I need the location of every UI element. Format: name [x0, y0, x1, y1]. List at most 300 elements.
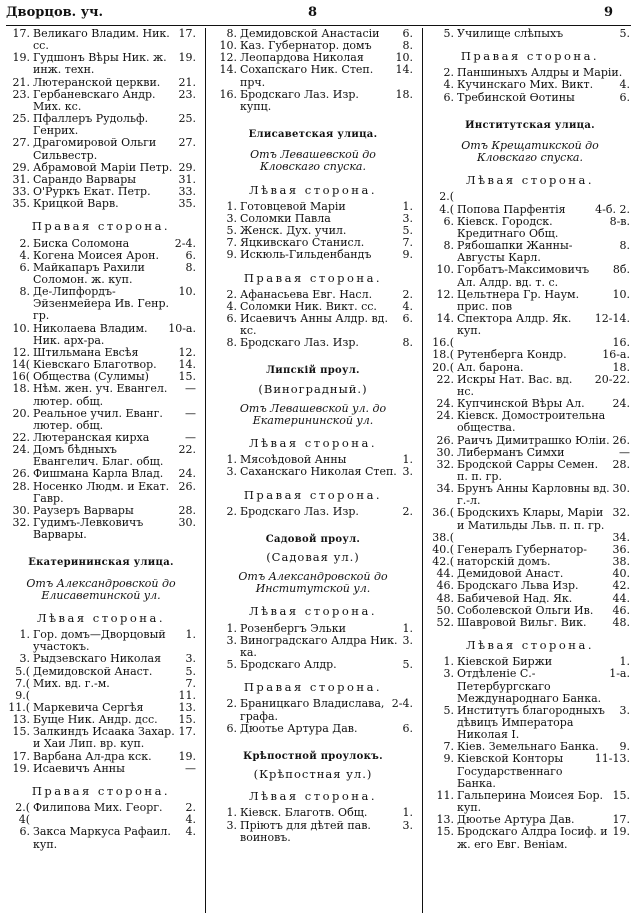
plot-number: 14.: [395, 63, 413, 77]
plot-number: 24.: [612, 397, 630, 411]
side-heading: Лѣвая сторона.: [249, 182, 377, 197]
owner-name: Раузеръ Варвары: [33, 503, 134, 517]
plot-number: 8.: [619, 239, 630, 253]
plot-number: 48.: [612, 615, 630, 629]
plot-number: —: [185, 761, 196, 775]
house-number: 29.: [12, 160, 30, 174]
directory-entry: [6, 383, 196, 407]
house-number: 22.: [12, 431, 30, 444]
directory-entry: [430, 92, 630, 104]
directory-entry: [213, 659, 413, 671]
plot-number: 15.: [178, 713, 196, 727]
plot-number: 10.: [612, 287, 630, 301]
plot-number: 10.: [178, 285, 196, 299]
plot-number: 5.: [619, 28, 630, 40]
directory-entry: [430, 826, 630, 850]
owner-name: Лютеранская кирха: [33, 431, 150, 444]
house-number: 3.: [226, 211, 237, 225]
owner-name: Яцкивскаго Станисл.: [240, 236, 365, 250]
house-number: 24.: [12, 443, 30, 457]
owner-name: Исаевичъ Анны: [33, 761, 125, 775]
directory-entry: [6, 238, 196, 250]
plot-number: 4.: [185, 813, 196, 827]
plot-number: 6.: [185, 248, 196, 262]
owner-name: Афанасьева Евг. Насл.: [240, 287, 373, 301]
owner-name: Кіевск. Городск. Кредитнаго Общ.: [457, 214, 559, 240]
owner-name: Искюль-Гильденбандъ: [240, 248, 372, 262]
plot-number: 8б.: [612, 263, 630, 277]
house-number: 13.: [436, 813, 454, 827]
side-heading: Правая сторона.: [460, 49, 600, 64]
plot-number: 4.: [619, 78, 630, 92]
owner-name: Сохапскаго Ник. Степ. прч.: [240, 63, 374, 89]
owner-name: наторскій домъ.: [457, 555, 551, 569]
plot-number: 1.: [619, 655, 630, 669]
owner-name: Розенбергъ Эльки: [240, 621, 346, 635]
house-number: 32.: [12, 516, 30, 530]
plot-number: 3.: [619, 703, 630, 717]
owner-name: Соболевской Ольги Ив.: [457, 603, 594, 617]
directory-entry: [213, 64, 413, 88]
owner-name: Филипова Мих. Георг.: [33, 801, 163, 815]
owner-name: Отдѣленіе С.-Петербургскаго Международнаго Банка.: [457, 667, 602, 705]
owner-name: Браницкаго Владислава, графа.: [240, 697, 385, 723]
directory-entry: [430, 349, 630, 361]
side-heading: Лѣвая сторона.: [249, 604, 377, 619]
house-number: 7.(: [15, 676, 30, 690]
plot-number: 18.: [395, 87, 413, 101]
owner-name: Залкиндъ Исаака Захар. и Хаи Лип. вр. куп.: [33, 725, 175, 751]
owner-name: Паншиныхъ Алдры и Маріи.: [457, 66, 623, 80]
house-number: 6.: [226, 721, 237, 735]
owner-name: Бродскаго Лаз. Изр.: [240, 336, 359, 350]
house-number: 31.: [12, 172, 30, 186]
plot-number: 23.: [178, 87, 196, 101]
house-number: 5.: [226, 658, 237, 672]
plot-number: 9.: [619, 740, 630, 754]
house-number: 14.: [436, 311, 454, 325]
house-number: 1.: [226, 199, 237, 213]
house-number: 1.: [19, 628, 30, 642]
plot-number: —: [185, 382, 196, 396]
plot-number: —: [619, 445, 630, 459]
house-number: 16.: [219, 87, 237, 101]
directory-entry: [430, 483, 630, 507]
house-number: 28.: [12, 479, 30, 493]
directory-entry: [430, 79, 630, 91]
house-number: 44.: [436, 567, 454, 581]
house-number: 8.: [226, 336, 237, 350]
plot-number: 16.: [612, 336, 630, 350]
plot-number: 2-4.: [391, 697, 413, 711]
house-number: 4.: [443, 78, 454, 92]
house-number: 15.: [436, 825, 454, 839]
plot-number: 33.: [178, 185, 196, 199]
plot-number: 6.: [619, 90, 630, 104]
owner-name: Варбана Ал-дра кск.: [33, 749, 152, 763]
street-heading: Институтская улица.: [465, 119, 595, 131]
plot-number: 10.: [395, 51, 413, 65]
plot-number: 8-в.: [609, 214, 630, 228]
house-number: 52.: [436, 615, 454, 629]
directory-entry: [6, 826, 196, 850]
house-number: 2.(: [439, 190, 454, 204]
spacer: [6, 541, 196, 547]
plot-number: 17.: [178, 28, 196, 40]
plot-number: 26.: [178, 479, 196, 493]
house-number: 12.: [436, 287, 454, 301]
plot-number: 29.: [178, 160, 196, 174]
directory-entry: [430, 410, 630, 434]
house-number: 16(: [11, 370, 30, 384]
house-number: 24.: [436, 397, 454, 411]
owner-name: Кіевской Биржи: [457, 655, 553, 669]
plot-number: 9.: [402, 248, 413, 262]
house-number: 4(: [18, 813, 30, 827]
plot-number: 26.: [612, 433, 630, 447]
directory-entry: [430, 191, 630, 203]
directory-entry: [6, 468, 196, 480]
plot-number: 15.: [612, 788, 630, 802]
house-number: 21.: [12, 75, 30, 89]
plot-number: 2-4.: [174, 236, 196, 250]
directory-entry: [430, 264, 630, 288]
owner-name: Кіев. Земельнаго Банка.: [457, 740, 599, 754]
owner-name: Кіевск. Домостроительна общества.: [457, 409, 606, 435]
owner-name: Искры Нат. Вас. вд. нс.: [457, 372, 573, 398]
owner-name: Демидовской Анаст.: [33, 664, 153, 678]
owner-name: Гор. домъ—Дворцовый участокъ.: [33, 628, 166, 654]
house-number: 9.: [226, 248, 237, 262]
plot-number: 19.: [178, 749, 196, 763]
plot-number: 12-14.: [594, 311, 630, 325]
street-heading: (Крѣпостная ул.): [253, 767, 373, 782]
plot-number: 12.: [178, 345, 196, 359]
plot-number: 28.: [178, 503, 196, 517]
house-number: 3.: [226, 633, 237, 647]
plot-number: —: [185, 406, 196, 420]
plot-number: 34.: [612, 530, 630, 544]
owner-name: Гудимъ-Левковичъ Варвары.: [33, 516, 144, 542]
house-number: 3.: [19, 652, 30, 666]
directory-entry: [213, 723, 413, 735]
plot-number: 40.: [612, 567, 630, 581]
owner-name: Крицкой Варв.: [33, 197, 119, 211]
plot-number: 6.: [402, 721, 413, 735]
house-number: 12.: [12, 345, 30, 359]
owner-name: Купчинской Вѣры Ал.: [457, 397, 585, 411]
directory-entry: [430, 313, 630, 337]
owner-name: Демидовой Анаст.: [457, 567, 564, 581]
house-number: 15.: [12, 725, 30, 739]
house-number: 32.: [436, 457, 454, 471]
directory-entry: [213, 466, 413, 478]
plot-number: 1.: [402, 806, 413, 820]
plot-number: 21.: [178, 75, 196, 89]
plot-number: 16-а.: [602, 348, 630, 362]
owner-name: Кіевскаго Благотвор.: [33, 358, 157, 372]
plot-number: 38.: [612, 555, 630, 569]
house-number: 7.: [226, 236, 237, 250]
house-number: 40.(: [432, 542, 454, 556]
house-number: 17.: [12, 28, 30, 40]
side-heading: Правая сторона.: [243, 270, 383, 285]
house-number: 11.(: [8, 700, 30, 714]
owner-name: Бродскаго Лаз. Изр. купц.: [240, 87, 359, 113]
plot-number: 31.: [178, 172, 196, 186]
plot-number: 3.: [402, 633, 413, 647]
house-number: 6.: [443, 214, 454, 228]
directory-entry: [6, 198, 196, 210]
house-number: 7.: [443, 740, 454, 754]
owner-name: Кучинскаго Мих. Викт.: [457, 78, 594, 92]
owner-name: Демидовской Анастасіи: [240, 28, 380, 40]
house-number: 10.: [219, 39, 237, 53]
plot-number: 17.: [178, 725, 196, 739]
owner-name: Кіевской Конторы Государственнаго Банка.: [457, 752, 564, 790]
directory-entry: [213, 89, 413, 113]
page-number-left: 8: [308, 5, 318, 20]
plot-number: 42.: [612, 579, 630, 593]
house-number: 19.: [12, 51, 30, 65]
directory-entry: [6, 408, 196, 432]
house-number: 3.: [443, 667, 454, 681]
house-number: 24.: [436, 409, 454, 423]
house-number: 46.: [436, 579, 454, 593]
plot-number: —: [185, 431, 196, 444]
owner-name: Бабичевой Над. Як.: [457, 591, 573, 605]
owner-name: Биска Соломона: [33, 236, 130, 250]
house-number: 14.: [219, 63, 237, 77]
house-number: 30.: [12, 503, 30, 517]
spacer: [213, 735, 413, 741]
house-number: 23.: [12, 87, 30, 101]
spacer: [430, 104, 630, 110]
side-heading: Правая сторона.: [31, 783, 171, 798]
house-number: 13.: [12, 713, 30, 727]
directory-entry: [6, 250, 196, 262]
house-number: 36.(: [432, 506, 454, 520]
directory-entry: [430, 580, 630, 592]
directory-entry: [6, 653, 196, 665]
page-number-right: 9: [604, 5, 614, 20]
plot-number: 2.: [402, 504, 413, 518]
house-number: 18.: [12, 382, 30, 396]
house-number: 14(: [11, 358, 30, 372]
side-heading: Лѣвая сторона.: [466, 173, 594, 188]
header-rule: [6, 25, 631, 26]
directory-entry: [213, 313, 413, 337]
plot-number: 30.: [178, 516, 196, 530]
house-number: 2.(: [15, 801, 30, 815]
house-number: 1.: [226, 453, 237, 467]
plot-number: 35.: [178, 197, 196, 211]
owner-name: Ал. барона.: [457, 360, 524, 374]
section-title: Дворцов. уч.: [6, 5, 104, 20]
owner-name: Драгомировой Ольги Сильвестр.: [33, 136, 157, 162]
plot-number: 3.: [185, 652, 196, 666]
plot-number: 3.: [402, 465, 413, 479]
owner-name: Рутенберга Кондр.: [457, 348, 567, 362]
directory-entry: [6, 77, 196, 89]
plot-number: 6.: [402, 311, 413, 325]
street-range: Отъ Крещатикской до Кловскаго спуска.: [461, 138, 599, 165]
owner-name: Де-Липфордъ-Эйзенмейера Ив. Генр. гр.: [33, 285, 170, 323]
plot-number: 1-а.: [609, 667, 630, 681]
directory-entry: [430, 507, 630, 531]
directory-entry: [430, 668, 630, 704]
directory-entry: [6, 517, 196, 541]
house-number: 38.(: [432, 530, 454, 544]
spacer: [213, 518, 413, 524]
house-number: 26.: [436, 433, 454, 447]
house-number: 2.: [226, 287, 237, 301]
house-number: 3.: [226, 818, 237, 832]
owner-name: Бродскаго Алдр.: [240, 658, 337, 672]
spacer: [213, 349, 413, 355]
spacer: [213, 113, 413, 119]
directory-entry: [213, 506, 413, 518]
house-number: 6.: [19, 260, 30, 274]
plot-number: 1.: [402, 621, 413, 635]
plot-number: 13.: [178, 700, 196, 714]
owner-name: Либерманъ Симхи: [457, 445, 565, 459]
house-number: 11.: [436, 788, 454, 802]
plot-number: 7.: [402, 236, 413, 250]
house-number: 42.(: [432, 555, 454, 569]
plot-number: 46.: [612, 603, 630, 617]
house-number: 35.: [12, 197, 30, 211]
house-number: 1.: [443, 655, 454, 669]
owner-name: Бродскаго Льва Изр.: [457, 579, 579, 593]
house-number: 48.: [436, 591, 454, 605]
house-number: 30.: [436, 445, 454, 459]
plot-number: 11-13.: [594, 752, 630, 766]
directory-entry: [213, 623, 413, 635]
street-heading: (Виноградный.): [258, 381, 368, 396]
plot-number: 36.: [612, 542, 630, 556]
house-number: 4.: [19, 248, 30, 262]
house-number: 26.: [12, 467, 30, 481]
owner-name: Майкапаръ Рахили Соломон. ж. куп.: [33, 260, 145, 286]
plot-number: 4.: [185, 825, 196, 839]
directory-entry: [430, 240, 630, 264]
street-heading: Крѣпостной проулокъ.: [243, 750, 383, 762]
house-number: 50.: [436, 603, 454, 617]
directory-entry: [430, 374, 630, 398]
plot-number: 44.: [612, 591, 630, 605]
owner-name: Носенко Людм. и Екат. Гавр.: [33, 479, 170, 505]
plot-number: 15.: [178, 370, 196, 384]
house-number: 22.: [436, 372, 454, 386]
owner-name: Цельтнера Гр. Наум. прис. пов: [457, 287, 580, 313]
owner-name: Рыдзевскаго Николая: [33, 652, 162, 666]
directory-entry: [6, 444, 196, 468]
plot-number: 27.: [178, 136, 196, 150]
house-number: 1.: [226, 621, 237, 635]
plot-number: 1.: [402, 199, 413, 213]
directory-entry: [6, 137, 196, 161]
house-number: 4.: [226, 299, 237, 313]
plot-number: 3.: [402, 211, 413, 225]
house-number: 27.: [12, 136, 30, 150]
owner-name: Готовцевой Маріи: [240, 199, 346, 213]
house-number: 6.: [19, 825, 30, 839]
house-number: 25.: [12, 112, 30, 126]
directory-entry: [6, 52, 196, 76]
street-range: Отъ Левашевской до Кловскаго спуска.: [250, 148, 376, 174]
owner-name: Генералъ Губернатор-: [457, 542, 588, 556]
plot-number: 19.: [178, 51, 196, 65]
plot-number: 10-а.: [168, 321, 196, 335]
owner-name: Пфаллеръ Рудольф. Генрих.: [33, 112, 149, 138]
directory-entry: [213, 820, 413, 844]
plot-number: 30.: [612, 482, 630, 496]
directory-entry: [430, 790, 630, 814]
house-number: 2.: [226, 697, 237, 711]
plot-number: 4.: [402, 299, 413, 313]
side-heading: Лѣвая сторона.: [37, 610, 165, 625]
plot-number: 17.: [612, 813, 630, 827]
directory-entry: [6, 89, 196, 113]
directory-entry: [430, 617, 630, 629]
directory-entry: [430, 289, 630, 313]
plot-number: 1.: [185, 628, 196, 642]
directory-entry: [430, 362, 630, 374]
street-range: Отъ Александровской до Елисаветинской ул.: [26, 576, 176, 602]
plot-number: 8.: [185, 260, 196, 274]
house-number: 16.(: [432, 336, 454, 350]
directory-entry: [6, 286, 196, 322]
directory-entry: [430, 216, 630, 240]
plot-number: 7.: [185, 676, 196, 690]
plot-number: 14.: [178, 358, 196, 372]
owner-name: Виноградскаго Алдра Ник. ка.: [240, 633, 398, 659]
directory-entry: [430, 204, 630, 216]
plot-number: 5.: [402, 224, 413, 238]
street-range: Отъ Левашевской ул. до Екатерининской ул.: [239, 401, 387, 427]
directory-entry: [430, 753, 630, 789]
owner-name: О'Руркъ Екат. Петр.: [33, 185, 151, 199]
owner-name: Бродскаго Алдра Іосиф. и ж. его Евг. Веніам.: [457, 825, 608, 851]
directory-entry: [6, 763, 196, 775]
house-number: 10.: [436, 263, 454, 277]
house-number: 8.: [226, 28, 237, 40]
owner-name: Маркевича Сергѣя: [33, 700, 144, 714]
owner-name: Сарандо Варвары: [33, 172, 137, 186]
directory-entry: [213, 337, 413, 349]
owner-name: Мих. вд. г.-м.: [33, 676, 110, 690]
house-number: 5.: [226, 224, 237, 238]
plot-number: 20-22.: [594, 372, 630, 386]
house-number: 34.: [436, 482, 454, 496]
directory-entry: [430, 28, 630, 40]
side-heading: Правая сторона.: [243, 680, 383, 695]
owner-name: Когена Моисея Арон.: [33, 248, 159, 262]
directory-entry: [213, 698, 413, 722]
owner-name: Николаева Владим. Ник. арх-ра.: [33, 321, 148, 347]
page-header: [0, 0, 637, 24]
directory-entry: [6, 751, 196, 763]
owner-name: Штильмана Евсѣя: [33, 345, 139, 359]
directory-entry: [430, 435, 630, 447]
plot-number: 24.: [178, 467, 196, 481]
house-number: 19.: [12, 761, 30, 775]
plot-number: 2.: [185, 801, 196, 815]
plot-number: 4-б. 2.: [595, 202, 630, 216]
owner-name: Гальперина Моисея Бор. куп.: [457, 788, 603, 815]
owner-name: Домъ бѣдныхъ Евангелич. Благ. общ.: [33, 443, 164, 469]
